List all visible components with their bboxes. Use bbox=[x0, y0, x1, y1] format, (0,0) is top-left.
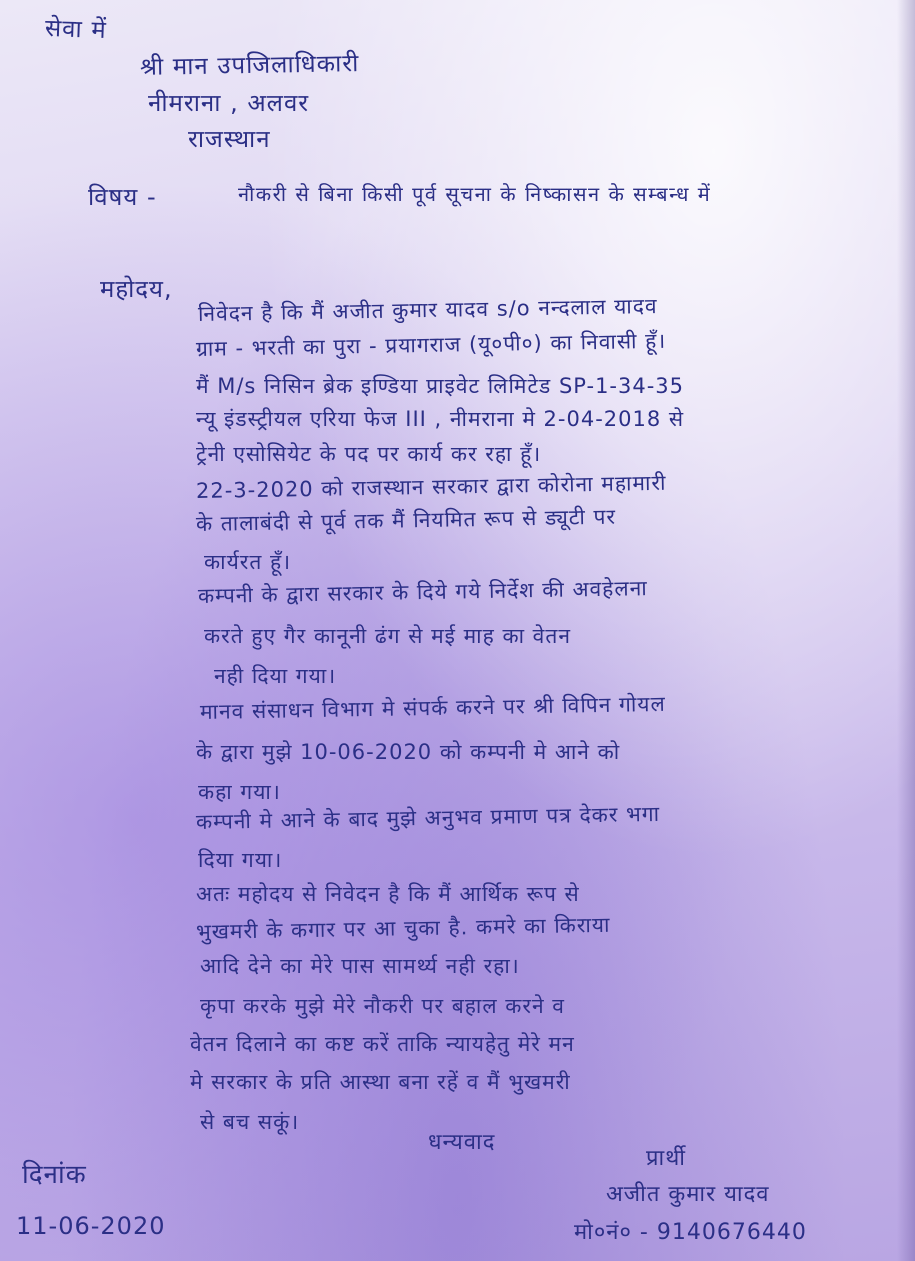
greeting: महोदय, bbox=[100, 275, 173, 303]
date-value: 11-06-2020 bbox=[16, 1212, 166, 1240]
body-line: के द्वारा मुझे 10-06-2020 को कम्पनी मे आने को bbox=[196, 740, 621, 764]
body-line: दिया गया। bbox=[198, 848, 283, 872]
recipient-line-3: राजस्थान bbox=[188, 125, 271, 153]
recipient-line-2: नीमराना , अलवर bbox=[148, 89, 310, 117]
body-line: कम्पनी मे आने के बाद मुझे अनुभव प्रमाण पत्र देकर भगा bbox=[195, 801, 661, 834]
body-line: अतः महोदय से निवेदन है कि मैं आर्थिक रूप से bbox=[196, 882, 580, 906]
body-line: कार्यरत हूँ। bbox=[204, 550, 292, 574]
body-line: आदि देने का मेरे पास सामर्थ्य नही रहा। bbox=[200, 954, 520, 978]
body-line: 22-3-2020 को राजस्थान सरकार द्वारा कोरोना महामारी bbox=[195, 470, 667, 503]
body-line: मे सरकार के प्रति आस्था बना रहें व मैं भुखमरी bbox=[190, 1070, 571, 1094]
body-line: कम्पनी के द्वारा सरकार के दिये गये निर्देश की अवहेलना bbox=[197, 576, 648, 608]
body-line: कहा गया। bbox=[198, 780, 281, 804]
body-line: भुखमरी के कगार पर आ चुका है. कमरे का किराया bbox=[195, 912, 611, 944]
thanks: धन्यवाद bbox=[428, 1130, 496, 1155]
subject-label: विषय - bbox=[88, 183, 157, 211]
body-line: नही दिया गया। bbox=[214, 664, 337, 688]
sign-name: अजीत कुमार यादव bbox=[606, 1182, 770, 1207]
date-label: दिनांक bbox=[22, 1160, 87, 1190]
body-line: न्यू इंडस्ट्रीयल एरिया फेज III , नीमराना मे 2-04-2018 से bbox=[196, 407, 685, 431]
subject-text: नौकरी से बिना किसी पूर्व सूचना के निष्कासन के सम्बन्ध में bbox=[238, 182, 712, 206]
body-line: ग्राम - भरती का पुरा - प्रयागराज (यू०पी०) का निवासी हूँ। bbox=[195, 328, 667, 361]
body-line: कृपा करके मुझे मेरे नौकरी पर बहाल करने व bbox=[200, 994, 565, 1018]
body-line: मानव संसाधन विभाग मे संपर्क करने पर श्री विपिन गोयल bbox=[199, 691, 666, 724]
paper-edge-shadow bbox=[897, 0, 915, 1261]
body-line: से बच सकूं। bbox=[200, 1110, 300, 1134]
body-line: के तालाबंदी से पूर्व तक मैं नियमित रूप से ड्यूटी पर bbox=[195, 504, 617, 536]
body-line: वेतन दिलाने का कष्ट करें ताकि न्यायहेतु मेरे मन bbox=[190, 1032, 575, 1056]
body-line: करते हुए गैर कानूनी ढंग से मई माह का वेतन bbox=[204, 624, 571, 648]
sign-label: प्रार्थी bbox=[646, 1146, 686, 1171]
body-line: ट्रेनी एसोसियेट के पद पर कार्य कर रहा हूँ। bbox=[196, 442, 542, 466]
recipient-line-1: श्री मान उपजिलाधिकारी bbox=[139, 49, 360, 81]
salutation-to: सेवा में bbox=[44, 13, 108, 45]
body-line: निवेदन है कि मैं अजीत कुमार यादव s/o नन्दलाल यादव bbox=[197, 293, 658, 326]
body-line: मैं M/s निसिन ब्रेक इण्डिया प्राइवेट लिमिटेड SP-1-34-35 bbox=[196, 374, 685, 398]
mobile-number: मो०नं० - 9140676440 bbox=[574, 1220, 807, 1245]
